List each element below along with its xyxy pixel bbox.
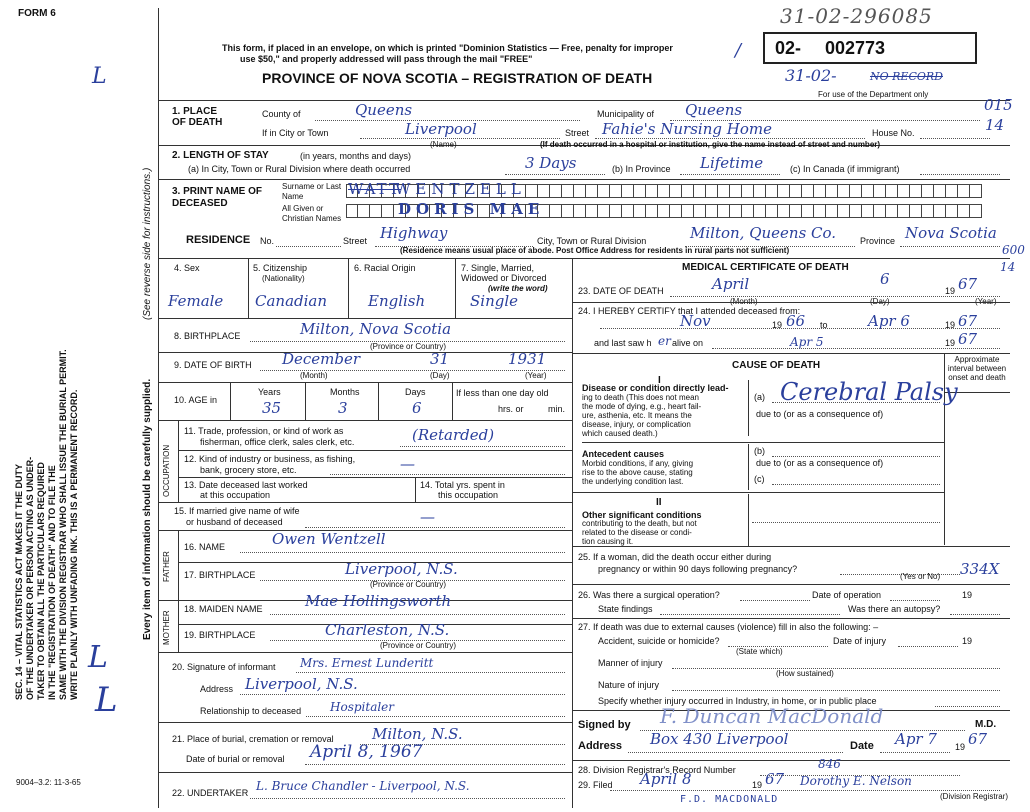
stay-city-label: (a) In City, Town or Rural Division where death occurred xyxy=(188,164,411,174)
physician-signature-value: F. Duncan MacDonald xyxy=(660,704,884,728)
injury-date-label: Date of injury xyxy=(833,636,887,646)
total-years-label-line-2: this occupation xyxy=(438,490,499,500)
attended-to-label: to xyxy=(820,320,828,330)
attended-from-year: 66 xyxy=(786,312,806,330)
violence-label: 27. If death was due to external causes (violence) fill in also the following: – xyxy=(578,622,879,632)
hours-label: hrs. or xyxy=(498,404,524,414)
marital-status-value: Single xyxy=(470,292,519,310)
spouse-value: — xyxy=(420,508,435,526)
cause-a-value: Cerebral Palsy xyxy=(780,378,958,406)
residence-street-label: Street xyxy=(343,236,368,246)
surgery-label: 26. Was there a surgical operation? xyxy=(578,590,720,600)
municipality-value: Queens xyxy=(685,101,743,119)
registration-sub-handwritten: 31-02- xyxy=(785,66,837,85)
last-saw-pronoun: er xyxy=(658,334,671,348)
division-registrar-caption: (Division Registrar) xyxy=(940,792,1009,801)
birthplace-label: 8. BIRTHPLACE xyxy=(174,331,241,341)
sex-value: Female xyxy=(168,292,224,310)
undertaker-label: 22. UNDERTAKER xyxy=(172,788,249,798)
cause-b-marker: (b) xyxy=(754,446,765,456)
hospital-note: (If death occurred in a hospital or institution, give the name instead of street and number) xyxy=(540,140,881,149)
statute-line-6: WRITE PLAINLY WITH UNFADING INK. THIS IS A PERMANENT RECORD. xyxy=(69,389,79,700)
statute-line-3: TAKER TO OBTAIN ALL THE PARTICULARS REQUIRED xyxy=(36,462,46,700)
county-label: County of xyxy=(262,109,301,119)
print-name-label: 3. PRINT NAME OF DECEASED xyxy=(172,186,263,209)
filed-year-prefix: 19 xyxy=(752,780,763,790)
direct-cause-line-6: which caused death.) xyxy=(582,429,658,438)
total-years-label-line-1: 14. Total yrs. spent in xyxy=(420,480,505,490)
city-label: If in City or Town xyxy=(262,128,329,138)
length-of-stay-units: (in years, months and days) xyxy=(300,151,412,161)
racial-origin-value: English xyxy=(368,292,426,310)
trade-label-line-2: fisherman, office clerk, sales clerk, etc. xyxy=(200,437,355,447)
informant-signature-label: 20. Signature of informant xyxy=(172,662,276,672)
spouse-label-line-1: 15. If married give name of wife xyxy=(174,506,300,516)
state-which-caption: (State which) xyxy=(736,647,783,656)
autopsy-label: Was there an autopsy? xyxy=(848,604,941,614)
how-sustained-caption: (How sustained) xyxy=(776,669,834,678)
attended-to-year-prefix: 19 xyxy=(945,320,956,330)
registration-prefix: 02- xyxy=(775,38,802,58)
residence-street-value: Highway xyxy=(380,224,448,242)
registration-reference: 31-02-296085 xyxy=(780,4,933,28)
stay-city-value: 3 Days xyxy=(525,154,577,172)
statute-line-5: SAME WITH THE DIVISION REGISTRAR WHO SHALL ISSUE THE BURIAL PERMIT. xyxy=(58,349,68,700)
burial-place-value: Milton, N.S. xyxy=(372,725,463,743)
informant-address-value: Liverpool, N.S. xyxy=(245,675,358,693)
margin-mark-top: L xyxy=(92,64,107,89)
direct-cause-line-1: Disease or condition directly lead- xyxy=(582,383,729,393)
occupation-side-label: OCCUPATION xyxy=(162,444,171,497)
registration-number-box xyxy=(763,32,977,64)
municipality-label: Municipality of xyxy=(597,109,655,119)
municipality-code: 015 xyxy=(984,96,1013,114)
cause-a-marker: (a) xyxy=(754,392,765,402)
residence-code: 600 xyxy=(1002,243,1025,257)
father-birthplace-caption: (Province or Country) xyxy=(370,580,447,589)
physician-address-value: Box 430 Liverpool xyxy=(650,730,789,748)
other-conditions-line-4: tion causing it. xyxy=(582,537,634,546)
residence-province-value: Nova Scotia xyxy=(905,224,997,242)
racial-origin-label: 6. Racial Origin xyxy=(354,263,416,273)
manner-of-injury-label: Manner of injury xyxy=(598,658,663,668)
father-birthplace-label: 17. BIRTHPLACE xyxy=(184,570,256,580)
mother-maiden-value: Mae Hollingsworth xyxy=(305,592,452,610)
dob-year-value: 1931 xyxy=(508,350,547,368)
birthplace-value: Milton, Nova Scotia xyxy=(300,320,452,338)
informant-relationship-label: Relationship to deceased xyxy=(200,706,302,716)
mother-birthplace-caption: (Province or Country) xyxy=(380,641,457,650)
stay-canada-label: (c) In Canada (if immigrant) xyxy=(790,164,900,174)
mother-maiden-label: 18. MAIDEN NAME xyxy=(184,604,263,614)
trade-label-line-1: 11. Trade, profession, or kind of work as xyxy=(184,426,344,436)
length-of-stay-label: 2. LENGTH OF STAY xyxy=(172,150,269,161)
surname-value: WENTZELL xyxy=(395,180,526,198)
stay-province-value: Lifetime xyxy=(700,154,764,172)
filed-date-value: April 8 xyxy=(640,770,692,788)
death-year-caption: (Year) xyxy=(975,297,997,306)
residence-label: RESIDENCE xyxy=(186,234,251,246)
burial-date-label: Date of burial or removal xyxy=(186,754,285,764)
filed-year-value: 67 xyxy=(765,770,785,788)
industry-label-line-1: 12. Kind of industry or business, as fishing, xyxy=(184,454,356,464)
burial-date-value: April 8, 1967 xyxy=(310,742,423,762)
dob-month-value: December xyxy=(282,350,361,368)
statute-line-2: OF THE UNDERTAKER OR PERSON ACTING AS UNDER- xyxy=(25,456,35,700)
record-number-label: 28. Division Registrar's Record Number xyxy=(578,765,736,775)
signature-date-label: Date xyxy=(850,740,874,752)
attended-to-year: 67 xyxy=(958,312,978,330)
statute-line-1: SEC. 14 – VITAL STATISTICS ACT MAKES IT THE DUTY xyxy=(14,463,24,700)
given-names-label: All Given or Christian Names xyxy=(282,204,342,223)
age-years-label: Years xyxy=(258,387,281,397)
surname-struck-value: WATT xyxy=(348,180,401,198)
death-month-value: April xyxy=(712,275,750,293)
informant-signature-value: Mrs. Ernest Lunderitt xyxy=(300,656,434,670)
other-conditions-line-1: Other significant conditions xyxy=(582,510,702,520)
dob-year-caption: (Year) xyxy=(525,371,547,380)
form-left-border xyxy=(158,8,159,808)
father-birthplace-value: Liverpool, N.S. xyxy=(345,560,458,578)
age-label: 10. AGE in xyxy=(174,395,218,405)
margin-mark-bottom-1: L xyxy=(88,640,108,675)
cause-part-one-marker: I xyxy=(658,375,661,386)
dob-day-caption: (Day) xyxy=(430,371,450,380)
citizenship-caption: (Nationality) xyxy=(262,274,305,283)
undertaker-value: L. Bruce Chandler - Liverpool, N.S. xyxy=(256,779,470,793)
age-years-value: 35 xyxy=(262,399,282,417)
row-divider xyxy=(158,179,1010,180)
residence-province-label: Province xyxy=(860,236,896,246)
date-of-birth-label: 9. DATE OF BIRTH xyxy=(174,360,252,370)
antecedent-line-4: the underlying condition last. xyxy=(582,477,684,486)
signature-year-value: 67 xyxy=(968,730,988,748)
other-conditions-line-3: related to the disease or condi- xyxy=(582,528,692,537)
citizenship-value: Canadian xyxy=(255,292,328,310)
cause-c-marker: (c) xyxy=(754,474,765,484)
under-day-label: If less than one day old xyxy=(456,388,549,398)
age-months-label: Months xyxy=(330,387,360,397)
residence-note: (Residence means usual place of abode. Post Office Address for residents in rural parts not sufficient) xyxy=(400,246,790,255)
signature-year-prefix: 19 xyxy=(955,742,966,752)
street-label: Street xyxy=(565,128,590,138)
death-year-value: 67 xyxy=(958,275,978,293)
registration-struck-note: NO RECORD xyxy=(870,70,943,83)
envelope-note-line-1: This form, if placed in an envelope, on which is printed "Dominion Statistics — Free, penalty for improper xyxy=(222,43,673,53)
attended-to-value: Apr 6 xyxy=(868,312,910,330)
physician-name-stamp: F.D. MACDONALD xyxy=(680,794,779,805)
residence-city-value: Milton, Queens Co. xyxy=(690,224,837,242)
death-day-caption: (Day) xyxy=(870,297,890,306)
death-year-prefix: 19 xyxy=(945,286,956,296)
alive-on-label: alive on xyxy=(672,338,704,348)
direct-cause-line-4: ure, asthenia, etc. It means the xyxy=(582,411,692,420)
marital-status-caption: (write the word) xyxy=(488,284,548,293)
antecedent-line-3: rise to the above cause, stating xyxy=(582,468,693,477)
checkmark-icon: / xyxy=(735,40,742,61)
age-days-label: Days xyxy=(405,387,426,397)
house-label: House No. xyxy=(872,128,915,138)
margin-mark-bottom-2: L xyxy=(95,680,118,720)
birthplace-caption: (Province or Country) xyxy=(370,342,447,351)
city-name-caption: (Name) xyxy=(430,140,457,149)
mother-side-label: MOTHER xyxy=(162,610,171,645)
pregnancy-caption: (Yes or No) xyxy=(900,572,941,581)
interval-heading: Approximate interval between onset and death xyxy=(947,355,1007,382)
date-of-death-label: 23. DATE OF DEATH xyxy=(578,286,664,296)
residence-city-label: City, Town or Rural Division xyxy=(537,236,647,246)
last-saw-label: and last saw h xyxy=(594,338,652,348)
supplied-note: Every item of information should be carefully supplied. xyxy=(142,378,153,640)
mother-birthplace-value: Charleston, N.S. xyxy=(325,621,450,639)
alive-year-value: 67 xyxy=(958,330,978,348)
department-use-note: For use of the Department only xyxy=(818,90,929,99)
father-name-value: Owen Wentzell xyxy=(272,530,386,548)
direct-cause-line-3: the mode of dying, e.g., heart fail- xyxy=(582,402,702,411)
signed-by-label: Signed by xyxy=(578,719,631,731)
md-label: M.D. xyxy=(975,719,997,730)
county-value: Queens xyxy=(355,101,413,119)
spouse-label-line-2: or husband of deceased xyxy=(186,517,283,527)
burial-place-label: 21. Place of burial, cremation or removal xyxy=(172,734,334,744)
alive-year-prefix: 19 xyxy=(945,338,956,348)
surname-label: Surname or Last Name xyxy=(282,182,342,201)
medical-code: 14 xyxy=(1000,260,1016,274)
house-code: 14 xyxy=(985,116,1005,134)
form-title: PROVINCE OF NOVA SCOTIA – REGISTRATION OF DEATH xyxy=(262,70,653,86)
antecedent-line-2: Morbid conditions, if any, giving xyxy=(582,459,694,468)
row-divider xyxy=(158,258,1010,259)
physician-address-label: Address xyxy=(578,740,623,752)
accident-label: Accident, suicide or homicide? xyxy=(598,636,720,646)
informant-address-label: Address xyxy=(200,684,234,694)
stay-province-label: (b) In Province xyxy=(612,164,671,174)
envelope-note-line-2: use $50," and properly addressed will pass through the mail "FREE" xyxy=(240,54,533,64)
last-worked-label-line-2: at this occupation xyxy=(200,490,271,500)
row-divider xyxy=(158,100,1010,101)
surgery-year-prefix: 19 xyxy=(962,590,973,600)
alive-on-value: Apr 5 xyxy=(790,335,824,349)
mother-birthplace-label: 19. BIRTHPLACE xyxy=(184,630,256,640)
record-number-value: 846 xyxy=(818,757,841,771)
cause-a-due-to: due to (or as a consequence of) xyxy=(756,409,884,419)
form-number: FORM 6 xyxy=(18,8,56,19)
street-value: Fahie's Nursing Home xyxy=(602,120,772,138)
industry-value: — xyxy=(400,455,415,473)
division-registrar-value: Dorothy E. Nelson xyxy=(800,774,912,788)
father-side-label: FATHER xyxy=(162,551,171,582)
marital-status-label: 7. Single, Married, Widowed or Divorced xyxy=(461,263,547,283)
antecedent-line-1: Antecedent causes xyxy=(582,449,665,459)
sex-label: 4. Sex xyxy=(174,263,200,273)
minutes-label: min. xyxy=(548,404,566,414)
state-findings-label: State findings xyxy=(598,604,653,614)
father-name-label: 16. NAME xyxy=(184,542,226,552)
pregnancy-label-line-2: pregnancy or within 90 days following pregnancy? xyxy=(598,564,798,574)
instructions-note: (See reverse side for instructions.) xyxy=(142,167,153,320)
place-of-death-label: 1. PLACE OF DEATH xyxy=(172,106,223,128)
industry-label-line-2: bank, grocery store, etc. xyxy=(200,465,297,475)
death-month-caption: (Month) xyxy=(730,297,758,306)
given-names-value: DORIS MAE xyxy=(398,200,545,218)
column-divider xyxy=(572,258,573,808)
direct-cause-line-2: ing to death (This does not mean xyxy=(582,393,699,402)
other-conditions-line-2: contributing to the death, but not xyxy=(582,519,697,528)
filed-label: 29. Filed xyxy=(578,780,613,790)
cause-b-due-to: due to (or as a consequence of) xyxy=(756,458,884,468)
pregnancy-label-line-1: 25. If a woman, did the death occur either during xyxy=(578,552,772,562)
city-value: Liverpool xyxy=(405,120,477,138)
certify-label: 24. I HEREBY CERTIFY that I attended deceased from: xyxy=(578,306,801,316)
registration-number: 002773 xyxy=(825,38,886,58)
attended-from-value: Nov xyxy=(680,312,711,330)
dob-month-caption: (Month) xyxy=(300,371,328,380)
specify-injury-label: Specify whether injury occurred in Industry, in home, or in public place xyxy=(598,696,877,706)
signature-date-value: Apr 7 xyxy=(895,730,937,748)
death-day-value: 6 xyxy=(880,270,890,288)
medical-certificate-heading: MEDICAL CERTIFICATE OF DEATH xyxy=(682,262,849,273)
age-months-value: 3 xyxy=(338,399,348,417)
cause-of-death-heading: CAUSE OF DEATH xyxy=(732,360,821,371)
dob-day-value: 31 xyxy=(430,350,450,368)
pregnancy-code: 334X xyxy=(960,560,1000,578)
attended-from-year-prefix: 19 xyxy=(772,320,783,330)
surgery-date-label: Date of operation xyxy=(812,590,882,600)
informant-relationship-value: Hospitaler xyxy=(330,700,395,714)
last-worked-label-line-1: 13. Date deceased last worked xyxy=(184,480,308,490)
age-days-value: 6 xyxy=(412,399,422,417)
nature-of-injury-label: Nature of injury xyxy=(598,680,660,690)
residence-no-label: No. xyxy=(260,236,275,246)
form-print-code: 9004–3.2: 11-3-65 xyxy=(16,778,81,787)
direct-cause-line-5: disease, injury, or complication xyxy=(582,420,691,429)
trade-value: (Retarded) xyxy=(412,426,495,444)
injury-year-prefix: 19 xyxy=(962,636,973,646)
statute-line-4: IN THE "REGISTRATION OF DEATH" AND TO FILE THE xyxy=(47,465,57,700)
cause-part-two-marker: II xyxy=(656,497,662,508)
citizenship-label: 5. Citizenship xyxy=(253,263,308,273)
